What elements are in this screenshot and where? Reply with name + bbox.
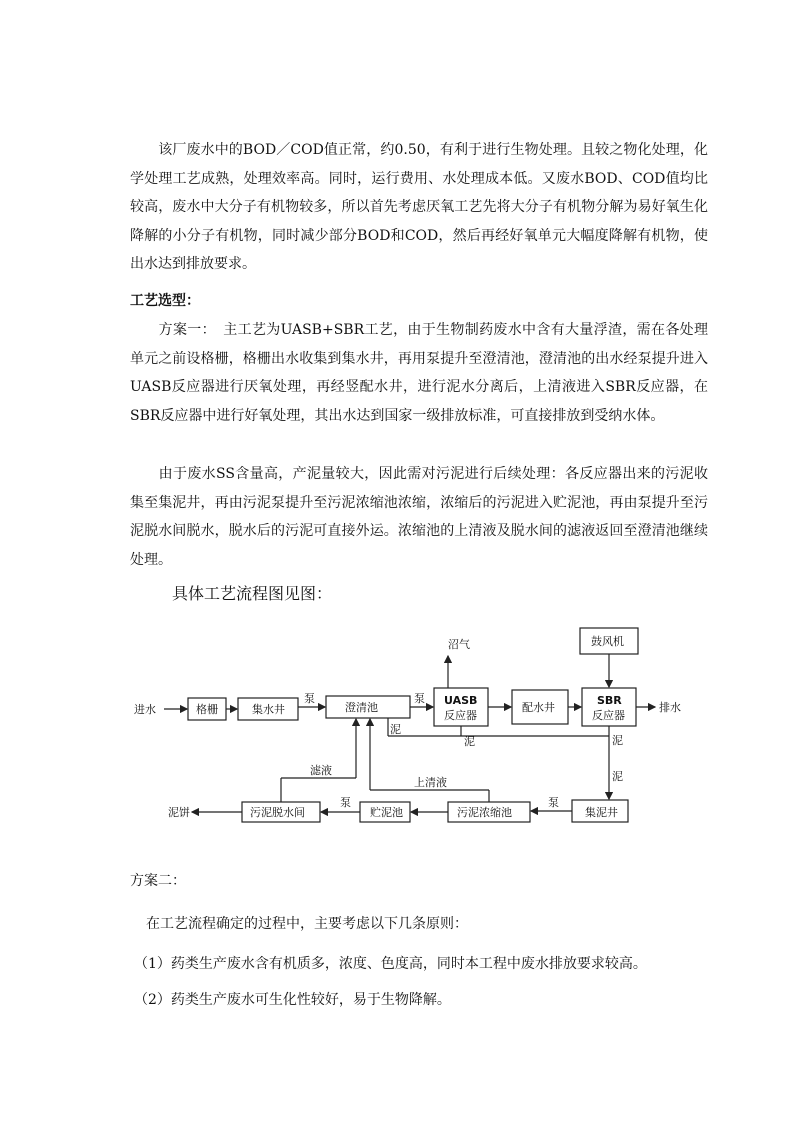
section-heading: 工艺选型： — [130, 293, 200, 309]
sludge-paragraph: 由于废水SS含量高，产泥量较大，因此需对污泥进行后续处理：各反应器出来的污泥收集至集泥井，再由污泥泵提升至污泥浓缩池浓缩，浓缩后的污泥进入贮泥池，再由泵提升至污泥脱水间脱水，脱水后的污泥可直接外运。浓缩池的上清液及脱水间的滤液返回至澄清池继续处理。 — [130, 466, 708, 568]
thickener-label: 污泥浓缩池 — [457, 806, 512, 819]
pump-label-4: 泵 — [340, 796, 351, 809]
principle-item-2: （2）药类生产废水可生化性较好，易于生物降解。 — [134, 992, 451, 1008]
storage-label: 贮泥池 — [370, 806, 403, 819]
principles-intro: 在工艺流程确定的过程中，主要考虑以下几条原则： — [146, 916, 468, 932]
cake-label: 泥饼 — [168, 806, 190, 819]
filtrate-label: 滤液 — [310, 764, 332, 777]
sbr-label-top: SBR — [597, 694, 622, 707]
sludge-label-1: 泥 — [390, 723, 401, 736]
plan-one-paragraph: 方案一： 主工艺为UASB+SBR工艺，由于生物制药废水中含有大量浮渣，需在各处理单元之前设格栅，格栅出水收集到集水井，再用泵提升至澄清池，澄清池的出水经泵提升进入UASB反应器进行厌氧处理，再经竖配水井，进行泥水分离后，上清液进入SBR反应器，在SBR反应器中进行好氧处理，其出水达到国家一级排放标准，可直接排放到受纳水体。 — [130, 322, 708, 424]
plan-two-heading: 方案二： — [130, 873, 186, 889]
pump-label-2: 泵 — [414, 692, 425, 705]
screen-label: 格栅 — [196, 703, 218, 716]
sludge-label-4: 泥 — [612, 770, 623, 783]
figure-caption: 具体工艺流程图见图： — [172, 584, 333, 603]
pump-label-3: 泵 — [548, 796, 559, 809]
pump-label-1: 泵 — [304, 692, 315, 705]
sludge-label-2: 泥 — [464, 735, 475, 748]
sludge-label-3: 泥 — [612, 734, 623, 747]
sludge-well-label: 集泥井 — [585, 806, 618, 819]
intro-paragraph: 该厂废水中的BOD／COD值正常，约0.50，有利于进行生物处理。且较之物化处理，化学处理工艺成熟，处理效率高。同时，运行费用、水处理成本低。又废水BOD、COD值均比较高，废水中大分子有机物较多，所以首先考虑厌氧工艺先将大分子有机物分解为易好氧生化降解的小分子有机物，同时减少部分BOD和COD，然后再经好氧单元大幅度降解有机物，使出水达到排放要求。 — [130, 142, 708, 273]
process-flow-diagram — [130, 620, 690, 840]
outlet-label: 排水 — [659, 701, 681, 714]
collection-well-label: 集水井 — [252, 703, 285, 716]
clarifier-label: 澄清池 — [345, 701, 378, 714]
supernatant-label: 上清液 — [414, 776, 447, 789]
sbr-label-bottom: 反应器 — [592, 709, 625, 722]
distribution-well-label: 配水井 — [522, 701, 555, 714]
uasb-label-bottom: 反应器 — [444, 709, 477, 722]
dewatering-label: 污泥脱水间 — [250, 806, 305, 819]
principle-item-1: （1）药类生产废水含有机质多，浓度、色度高，同时本工程中废水排放要求较高。 — [134, 956, 647, 972]
uasb-label-top: UASB — [444, 694, 478, 707]
inlet-label: 进水 — [134, 703, 156, 716]
biogas-label: 沼气 — [448, 638, 470, 651]
blower-label: 鼓风机 — [591, 635, 624, 648]
